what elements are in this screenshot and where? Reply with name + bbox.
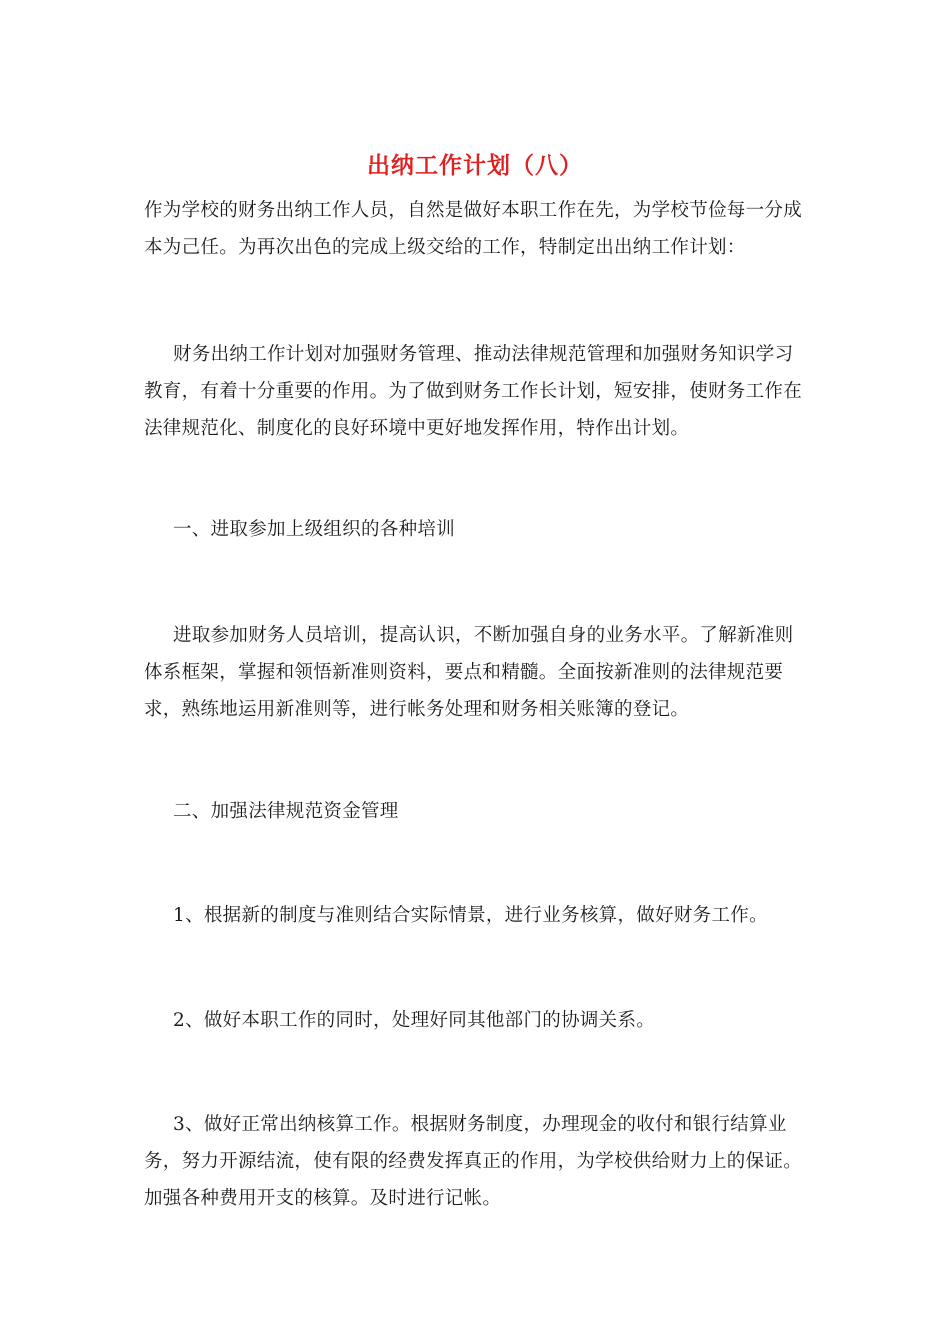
list-item-1: 1、根据新的制度与准则结合实际情景，进行业务核算，做好财务工作。 <box>173 905 768 926</box>
section-heading-training: 一、进取参加上级组织的各种培训 <box>173 519 456 540</box>
purpose-paragraph-block <box>144 336 809 447</box>
purpose-paragraph: 财务出纳工作计划对加强财务管理、推动法律规范管理和加强财务知识学习教育，有着十分重要的作用。为了做到财务工作长计划，短安排，使财务工作在法律规范化、制度化的良好环境中更好地发挥作用，特作出计划。 <box>144 344 803 439</box>
section-heading-fund-management: 二、加强法律规范资金管理 <box>173 801 399 822</box>
list-item-3: 3、做好正常出纳核算工作。根据财务制度，办理现金的收付和银行结算业务，努力开源结流，使有限的经费发挥真正的作用，为学校供给财力上的保证。加强各种费用开支的核算。及时进行记帐。 <box>144 1114 803 1209</box>
section-two-heading-block <box>144 793 809 830</box>
item-two-block <box>144 1002 809 1039</box>
list-item-2: 2、做好本职工作的同时，处理好同其他部门的协调关系。 <box>173 1010 656 1031</box>
intro-paragraph-block <box>144 192 809 266</box>
item-three-block <box>144 1106 809 1217</box>
training-paragraph: 进取参加财务人员培训，提高认识，不断加强自身的业务水平。了解新准则体系框架，掌握和领悟新准则资料，要点和精髓。全面按新准则的法律规范要求，熟练地运用新准则等，进行帐务处理和财务相关账簿的登记。 <box>144 625 794 720</box>
item-one-block <box>144 897 809 934</box>
section-one-heading-block <box>144 511 809 548</box>
intro-paragraph: 作为学校的财务出纳工作人员，自然是做好本职工作在先，为学校节俭每一分成本为己任。为再次出色的完成上级交给的工作，特制定出出纳工作计划： <box>144 200 803 258</box>
document-title: 出纳工作计划（八） <box>367 152 583 179</box>
training-paragraph-block <box>144 617 809 728</box>
